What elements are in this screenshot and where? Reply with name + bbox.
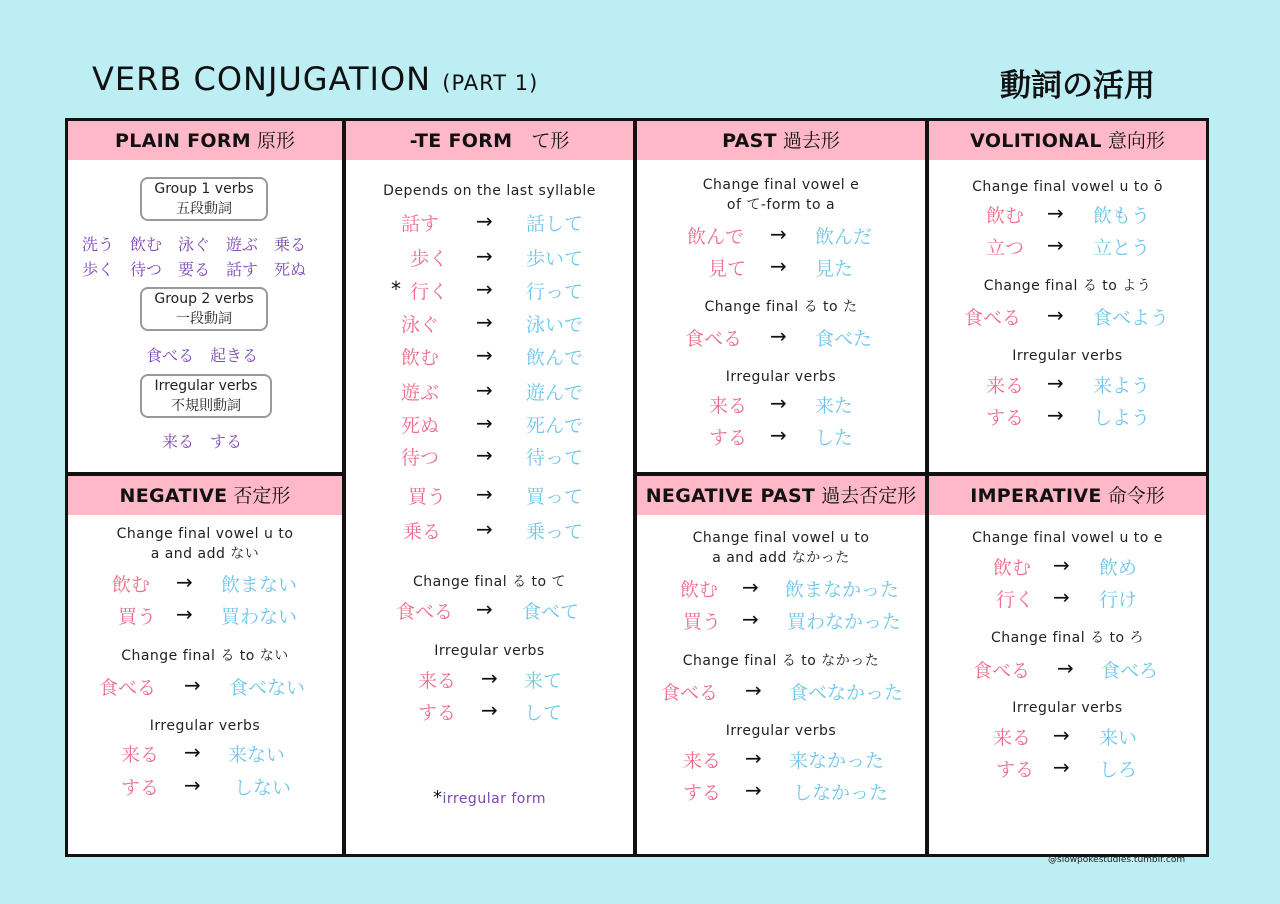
verb-from: する (683, 782, 722, 804)
group1-row2: 歩く 待つ 要る 話す 死ぬ (82, 260, 307, 279)
arrow-icon: → (476, 310, 493, 334)
conj-row (68, 602, 342, 632)
rule-note-2: Change final る to なかった (682, 653, 880, 669)
arrow-icon: → (184, 740, 201, 764)
verb-to: 食べろ (1101, 660, 1159, 682)
rule-note-2: Change final る to ない (121, 648, 289, 664)
verb-to: 飲まない (221, 574, 298, 596)
page-title (92, 60, 538, 98)
verb-from: 食べる (685, 328, 743, 350)
arrow-icon: → (770, 423, 787, 447)
credit: @slowpokestudies.tumblr.com (1048, 855, 1186, 865)
irregular-label: Irregular verbs (725, 369, 837, 385)
header-jp: 意向形 (1107, 130, 1165, 152)
verb-from: 食べる (396, 601, 454, 623)
verb-to: 話して (526, 213, 584, 235)
conj-row (637, 607, 925, 637)
verb-from: 来る (993, 727, 1032, 749)
conj-row (346, 597, 633, 627)
arrow-icon: → (476, 443, 493, 467)
arrow-icon: → (1053, 553, 1070, 577)
arrow-icon: → (770, 391, 787, 415)
verb-to: 買わなかった (787, 611, 902, 633)
arrow-icon: → (745, 678, 762, 702)
arrow-icon: → (745, 778, 762, 802)
conj-row (346, 277, 633, 307)
conj-row (637, 324, 925, 354)
arrow-icon: → (476, 277, 493, 301)
irregular-star: * (391, 277, 401, 301)
rule-note-2: Change final る to よう (983, 278, 1152, 294)
conj-row (929, 755, 1206, 785)
irregular-label: Irregular verbs (149, 718, 261, 734)
irregular-box (140, 374, 272, 418)
header-en: IMPERATIVE (970, 485, 1102, 507)
conj-row (68, 673, 342, 703)
verb-to: 飲んで (526, 347, 584, 369)
rule-note-2: Change final る to て (412, 574, 567, 590)
panel-header (68, 476, 342, 515)
conj-row (929, 723, 1206, 753)
rule-note-1 (637, 175, 925, 215)
verb-from: 飲む (401, 347, 440, 369)
verb-to: した (815, 427, 854, 449)
panel-header (637, 121, 925, 160)
header-en: PLAIN FORM (114, 130, 251, 152)
irregular-label: Irregular verbs (1012, 348, 1123, 364)
note-line: Change final vowel u to (692, 530, 870, 546)
arrow-icon: → (1047, 371, 1064, 395)
conj-row (929, 403, 1206, 433)
page-title-japanese: 動詞の活用 (1000, 68, 1155, 104)
verb-to: 見た (815, 258, 854, 280)
verb-from: 来る (683, 750, 722, 772)
verb-from: 見て (708, 258, 747, 280)
verb-to: 飲まなかった (785, 579, 900, 601)
verb-from: 食べる (973, 660, 1031, 682)
conj-row (929, 585, 1206, 615)
header-jp: 過去形 (782, 130, 840, 152)
arrow-icon: → (476, 209, 493, 233)
rule-note-2: Change final る to ろ (990, 630, 1145, 646)
verb-from: 飲む (986, 205, 1025, 227)
arrow-icon: → (1047, 303, 1064, 327)
conj-row (929, 656, 1206, 686)
footnote (346, 788, 633, 809)
verb-to: しよう (1093, 407, 1151, 429)
verb-from: 買う (408, 486, 447, 508)
verb-to: 遊んで (526, 382, 584, 404)
arrow-icon: → (770, 222, 787, 246)
verb-from: する (121, 777, 160, 799)
conj-row (68, 570, 342, 600)
note-line: Change final vowel u to (116, 526, 294, 542)
conj-row (637, 423, 925, 453)
panel-header (929, 121, 1206, 160)
irregular-jp: 不規則動詞 (171, 398, 241, 414)
note-line: a and add ない (150, 546, 260, 562)
verb-from: 飲む (680, 579, 719, 601)
arrow-icon: → (1057, 656, 1074, 680)
conj-row (929, 371, 1206, 401)
arrow-icon: → (481, 698, 498, 722)
conj-row (929, 201, 1206, 231)
arrow-icon: → (476, 411, 493, 435)
panel-header (637, 476, 925, 515)
conj-row (346, 209, 633, 239)
arrow-icon: → (1047, 233, 1064, 257)
panel-header (929, 476, 1206, 515)
verb-to: しなかった (793, 782, 889, 804)
conj-row (929, 553, 1206, 583)
arrow-icon: → (176, 602, 193, 626)
verb-from: 食べる (99, 677, 157, 699)
verb-to: 泳いで (526, 314, 584, 336)
irregular-row: 来る する (162, 432, 243, 451)
conj-row (346, 411, 633, 441)
panel-header (346, 121, 633, 160)
header-jp: て形 (531, 130, 570, 152)
arrow-icon: → (476, 378, 493, 402)
arrow-icon: → (476, 517, 493, 541)
conj-row (637, 778, 925, 808)
arrow-icon: → (476, 343, 493, 367)
verb-from: 飲んで (687, 226, 745, 248)
rule-note-1: Change final vowel u to ō (972, 179, 1163, 195)
verb-from: 来る (986, 375, 1025, 397)
panel-plain-form (68, 121, 342, 472)
conj-row (68, 773, 342, 803)
verb-from: 乗る (403, 521, 442, 543)
conj-row (637, 575, 925, 605)
header-en: NEGATIVE PAST (645, 485, 816, 507)
note-line: a and add なかった (712, 550, 850, 566)
title-subtitle: (PART 1) (442, 71, 539, 95)
header-jp: 過去否定形 (821, 485, 917, 507)
verb-to: 待って (526, 447, 584, 469)
verb-to: 来ない (228, 744, 286, 766)
arrow-icon: → (742, 607, 759, 631)
title-text: VERB CONJUGATION (92, 60, 432, 98)
conj-row (929, 233, 1206, 263)
arrow-icon: → (476, 244, 493, 268)
verb-to: 死んで (526, 415, 584, 437)
group2-jp: 一段動詞 (176, 311, 232, 327)
arrow-icon: → (176, 570, 193, 594)
arrow-icon: → (1053, 755, 1070, 779)
irregular-label: Irregular verbs (434, 643, 545, 659)
verb-to: 買わない (221, 606, 298, 628)
header-jp: 否定形 (233, 485, 291, 507)
arrow-icon: → (770, 324, 787, 348)
arrow-icon: → (1047, 403, 1064, 427)
verb-from: 食べる (661, 682, 719, 704)
group1-box (140, 177, 268, 221)
verb-from: 買う (118, 606, 157, 628)
header-en: NEGATIVE (119, 485, 228, 507)
verb-from: する (986, 407, 1025, 429)
verb-to: 来て (524, 670, 563, 692)
verb-from: 泳ぐ (401, 314, 440, 336)
conj-row (346, 310, 633, 340)
verb-from: 飲む (993, 557, 1032, 579)
header-en: VOLITIONAL (970, 130, 1102, 152)
conj-row (68, 740, 342, 770)
conjugation-grid (65, 118, 1209, 857)
conj-row (637, 222, 925, 252)
note-line: irregular form (442, 791, 547, 807)
verb-to: 食べない (229, 677, 306, 699)
verb-from: 話す (401, 213, 440, 235)
group2-row: 食べる 起きる (146, 346, 259, 365)
arrow-icon: → (184, 673, 201, 697)
group1-row1: 洗う 飲む 泳ぐ 遊ぶ 乗る (82, 235, 307, 254)
rule-note-1 (68, 524, 342, 564)
group2-label: Group 2 verbs (154, 291, 254, 307)
panel-volitional (929, 121, 1206, 472)
conj-row (346, 666, 633, 696)
panel-negative (68, 476, 342, 854)
irregular-label: Irregular verbs (154, 378, 258, 394)
verb-to: 食べよう (1093, 307, 1170, 329)
verb-from: 買う (683, 611, 722, 633)
verb-to: しない (234, 777, 292, 799)
arrow-icon: → (742, 575, 759, 599)
arrow-icon: → (1053, 585, 1070, 609)
verb-to: 食べなかった (789, 682, 904, 704)
arrow-icon: → (745, 746, 762, 770)
verb-to: 来よう (1093, 375, 1151, 397)
group1-jp: 五段動詞 (176, 201, 232, 217)
verb-from: 来る (418, 670, 457, 692)
conj-row (346, 698, 633, 728)
irregular-label: Irregular verbs (725, 723, 837, 739)
rule-note-1 (637, 528, 925, 568)
arrow-icon: → (481, 666, 498, 690)
verb-to: 来い (1099, 727, 1138, 749)
conj-row (346, 378, 633, 408)
verb-from: する (709, 427, 748, 449)
conj-row (637, 254, 925, 284)
verb-to: 飲んだ (815, 226, 873, 248)
verb-to: 飲もう (1093, 205, 1151, 227)
conj-row (929, 303, 1206, 333)
conj-row (346, 443, 633, 473)
header-en: -TE FORM (409, 130, 513, 152)
verb-from: 立つ (986, 237, 1025, 259)
verb-from: する (418, 702, 457, 724)
arrow-icon: → (1047, 201, 1064, 225)
conj-row (637, 391, 925, 421)
conj-row (346, 244, 633, 274)
verb-to: 行け (1099, 589, 1138, 611)
verb-from: する (996, 759, 1035, 781)
conj-row (637, 678, 925, 708)
verb-from: 食べる (964, 307, 1022, 329)
conj-row (637, 746, 925, 776)
verb-from: 待つ (401, 447, 440, 469)
arrow-icon: → (770, 254, 787, 278)
verb-to: 歩いて (526, 248, 584, 270)
verb-from: 歩く (410, 248, 449, 270)
group2-box (140, 287, 268, 331)
verb-from: 行く (410, 281, 449, 303)
verb-to: 来た (815, 395, 854, 417)
verb-to: 買って (526, 486, 584, 508)
conj-row (346, 343, 633, 373)
panel-past (637, 121, 925, 472)
rule-note-2: Change final る to た (704, 299, 858, 315)
panel-negative-past (637, 476, 925, 854)
verb-to: しろ (1099, 759, 1138, 781)
verb-from: 飲む (112, 574, 151, 596)
verb-from: 死ぬ (401, 415, 440, 437)
note-line: Change final vowel e (702, 177, 860, 193)
header-jp: 原形 (257, 130, 296, 152)
note-line: of て-form to a (726, 197, 836, 213)
verb-from: 行く (996, 589, 1035, 611)
verb-to: 立とう (1093, 237, 1151, 259)
header-jp: 命令形 (1107, 485, 1165, 507)
panel-imperative (929, 476, 1206, 854)
verb-from: 来る (121, 744, 160, 766)
arrow-icon: → (1053, 723, 1070, 747)
irregular-label: Irregular verbs (1012, 700, 1123, 716)
verb-from: 遊ぶ (401, 382, 440, 404)
verb-from: 来る (709, 395, 748, 417)
verb-to: 飲め (1099, 557, 1138, 579)
panel-te-form (346, 121, 633, 854)
arrow-icon: → (476, 597, 493, 621)
arrow-icon: → (476, 482, 493, 506)
conj-row (346, 482, 633, 512)
arrow-icon: → (184, 773, 201, 797)
verb-to: 行って (526, 281, 584, 303)
verb-to: 乗って (526, 521, 584, 543)
header-en: PAST (722, 130, 777, 152)
group1-label: Group 1 verbs (154, 181, 254, 197)
verb-to: 食べた (815, 328, 873, 350)
verb-to: 来なかった (789, 750, 885, 772)
rule-note-1: Change final vowel u to e (972, 530, 1163, 546)
conj-row (346, 517, 633, 547)
rule-note-1: Depends on the last syllable (383, 183, 596, 199)
verb-to: 食べて (522, 601, 580, 623)
note-line: * (432, 787, 443, 808)
panel-header (68, 121, 342, 160)
verb-to: して (524, 702, 563, 724)
